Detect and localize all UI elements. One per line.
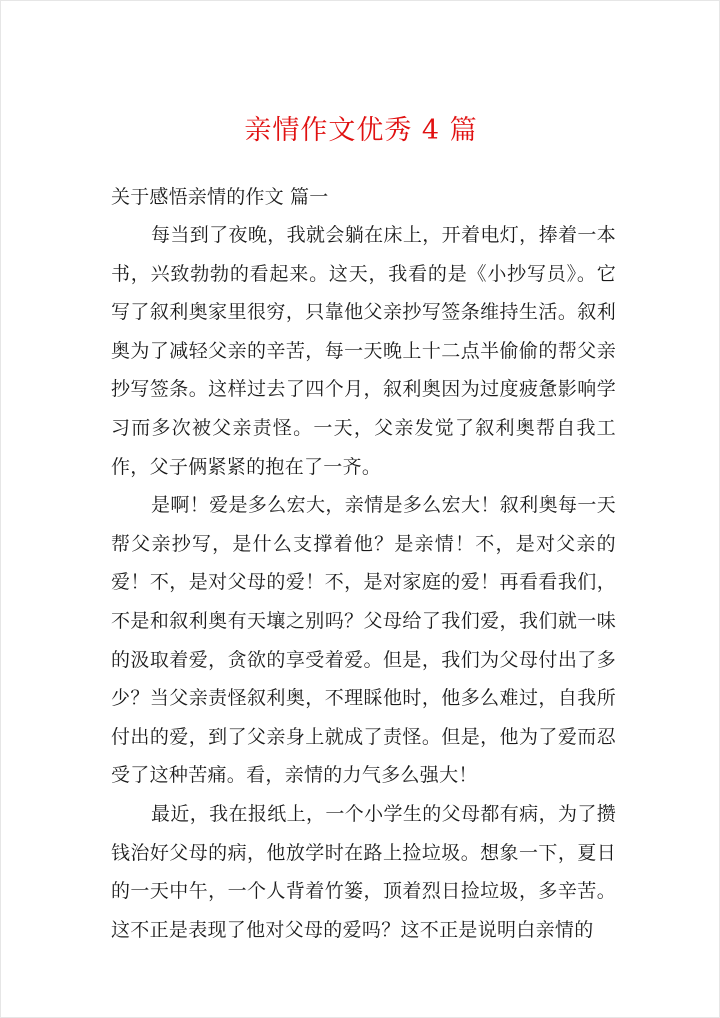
paragraph-3: 最近，我在报纸上，一个小学生的父母都有病，为了攒钱治好父母的病，他放学时在路上捡垃圾。想象一下，夏日的一天中午，一个人背着竹篓，顶着烈日捡垃圾，多辛苦。这不正是表现了他对父母的爱吗？这不正是说明白亲情的 [111,802,616,941]
paragraph-2: 是啊！爱是多么宏大，亲情是多么宏大！叙利奥每一天帮父亲抄写，是什么支撑着他？是亲情！不，是对父亲的爱！不，是对父母的爱！不，是对家庭的爱！再看看我们，不是和叙利奥有天壤之别吗？父母给了我们爱，我们就一味的汲取着爱，贪欲的享受着爱。但是，我们为父母付出了多少？当父亲责怪叙利奥，不理睬他时，他多么难过，自我所付出的爱，到了父亲身上就成了责怪。但是，他为了爱而忍受了这种苦痛。看，亲情的力气多么强大！ [111,494,616,787]
document-title: 亲情作文优秀 4 篇 [244,115,478,146]
document-body [111,181,616,949]
paragraph-1: 每当到了夜晚，我就会躺在床上，开着电灯，捧着一本书，兴致勃勃的看起来。这天，我看的是《小抄写员》。它写了叙利奥家里很穷，只靠他父亲抄写签条维持生活。叙利奥为了减轻父亲的辛苦，每一天晚上十二点半偷偷的帮父亲抄写签条。这样过去了四个月，叙利奥因为过度疲惫影响学习而多次被父亲责怪。一天，父亲发觉了叙利奥帮自我工作，父子俩紧紧的抱在了一齐。 [111,224,616,478]
section-heading: 关于感悟亲情的作文 篇一 [111,186,329,208]
